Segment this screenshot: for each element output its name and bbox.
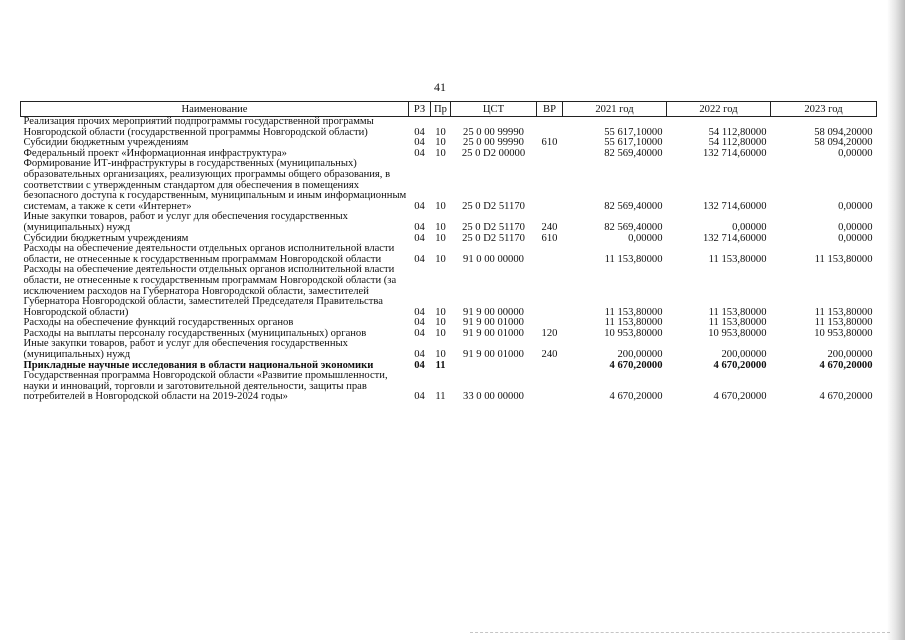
header-rz: РЗ — [409, 102, 431, 117]
row-pr: 10 — [435, 126, 446, 138]
row-2022: 11 153,80000 — [708, 306, 767, 318]
row-name: Субсидии бюджетным учреждениям — [23, 232, 189, 244]
row-pr: 10 — [435, 306, 446, 318]
row-2023: 58 094,20000 — [814, 126, 873, 138]
table-row — [21, 212, 877, 233]
row-cst: 25 0 D2 51170 — [462, 200, 525, 212]
row-rz: 04 — [414, 306, 425, 318]
row-pr: 10 — [435, 349, 446, 361]
row-2022: 10 953,80000 — [708, 328, 767, 339]
row-cst: 25 0 D2 51170 — [462, 221, 525, 233]
row-pr: 10 — [435, 328, 446, 339]
row-name: Иные закупки товаров, работ и услуг для обеспечения государственных (муниципальных) нужд — [23, 211, 348, 233]
row-vr — [537, 244, 563, 265]
row-vr — [537, 117, 563, 139]
scan-artifact-line — [470, 632, 890, 634]
row-cst: 91 0 00 00000 — [463, 253, 524, 265]
row-2021: 4 670,20000 — [609, 391, 663, 403]
row-rz: 04 — [414, 148, 425, 159]
row-2022: 54 112,80000 — [708, 126, 767, 138]
row-cst: 91 9 00 01000 — [463, 328, 524, 339]
row-2022: 200,00000 — [721, 349, 767, 361]
row-vr: 610 — [541, 233, 558, 244]
row-name: Иные закупки товаров, работ и услуг для обеспечения государственных (муниципальных) нужд — [23, 338, 348, 361]
row-2022: 132 714,60000 — [702, 233, 767, 244]
row-2023: 11 153,80000 — [814, 253, 873, 265]
table-row — [21, 244, 877, 265]
budget-table — [20, 101, 877, 403]
header-cst: ЦСТ — [451, 102, 537, 117]
row-2023: 58 094,20000 — [814, 138, 873, 149]
row-2023: 0,00000 — [838, 233, 873, 244]
row-2022: 0,00000 — [732, 221, 767, 233]
row-2022: 54 112,80000 — [708, 138, 767, 149]
row-vr — [537, 265, 563, 318]
header-2023: 2023 год — [771, 102, 877, 117]
header-pr: Пр — [431, 102, 451, 117]
row-name: Федеральный проект «Информационная инфраструктура» — [23, 147, 287, 159]
row-2023: 11 153,80000 — [814, 318, 873, 329]
row-vr — [537, 318, 563, 329]
row-2021: 82 569,40000 — [604, 200, 663, 212]
table-row — [21, 159, 877, 212]
row-2021: 11 153,80000 — [604, 306, 663, 318]
table-body — [21, 117, 877, 404]
row-2023: 200,00000 — [827, 349, 873, 361]
row-name: Расходы на обеспечение деятельности отдельных органов исполнительной власти области, не отнесенные к государственным программам Новгородской области (за исключением расходов на Губернатора Новгородской области, заместителей Губернатора Новгородской области, заместителей Председателя Правительства Новгородской области) — [23, 264, 397, 318]
row-vr: 610 — [541, 138, 558, 149]
row-rz: 04 — [414, 349, 425, 361]
row-cst: 91 9 00 01000 — [463, 349, 524, 361]
row-2023: 10 953,80000 — [814, 328, 873, 339]
row-name: Формирование ИТ-инфраструктуры в государственных (муниципальных) образовательных организациях, реализующих программы общего образования, в соответствии с утвержденным стандартом для обеспечения в помещениях безопасного доступа к государственным, муниципальным и иным информационным системам, а также к сети «Интернет» — [23, 158, 407, 212]
row-vr — [537, 159, 563, 212]
row-name: Государственная программа Новгородской области «Развитие промышленности, науки и инноваций, торговли и заготовительной деятельности, защиты прав потребителей в Новгородской области на 2019-2024 годы» — [23, 370, 388, 403]
header-name: Наименование — [21, 102, 409, 117]
row-cst: 91 9 00 01000 — [463, 318, 524, 329]
table-row — [21, 339, 877, 360]
table-row — [21, 265, 877, 318]
row-cst: 25 0 00 99990 — [463, 126, 524, 138]
row-cst: 91 9 00 00000 — [463, 306, 524, 318]
row-2021: 0,00000 — [628, 233, 663, 244]
row-2022: 132 714,60000 — [702, 148, 767, 159]
table-row — [21, 117, 877, 139]
row-pr: 10 — [435, 233, 446, 244]
table-row — [21, 371, 877, 403]
row-rz: 04 — [414, 221, 425, 233]
row-name: Прикладные научные исследования в области национальной экономики — [23, 359, 374, 371]
row-rz: 04 — [414, 138, 425, 149]
row-2022: 11 153,80000 — [708, 318, 767, 329]
row-vr — [537, 371, 563, 403]
row-vr: 240 — [541, 349, 558, 361]
row-cst: 25 0 00 99990 — [463, 138, 524, 149]
row-cst: 33 0 00 00000 — [463, 391, 524, 403]
row-2022: 4 670,20000 — [713, 391, 767, 403]
row-2023: 11 153,80000 — [814, 306, 873, 318]
row-rz: 04 — [414, 200, 425, 212]
row-2021: 200,00000 — [617, 349, 663, 361]
row-rz: 04 — [414, 360, 425, 371]
row-2023: 4 670,20000 — [819, 360, 873, 371]
row-vr: 120 — [541, 328, 558, 339]
row-rz: 04 — [414, 318, 425, 329]
page-number: 41 — [434, 80, 446, 94]
header-vr: ВР — [537, 102, 563, 117]
row-vr: 240 — [541, 221, 558, 233]
row-vr — [537, 149, 563, 160]
row-rz: 04 — [414, 328, 425, 339]
row-pr: 10 — [435, 148, 446, 159]
row-name: Расходы на выплаты персоналу государственных (муниципальных) органов — [23, 327, 367, 339]
scan-edge-shadow — [887, 0, 905, 640]
row-2022: 4 670,20000 — [713, 360, 767, 371]
row-2021: 82 569,40000 — [604, 221, 663, 233]
row-pr: 10 — [435, 318, 446, 329]
header-2021: 2021 год — [563, 102, 667, 117]
row-pr: 10 — [435, 200, 446, 212]
row-2021: 55 617,10000 — [604, 126, 663, 138]
row-2022: 11 153,80000 — [708, 253, 767, 265]
row-cst: 25 0 D2 00000 — [461, 148, 526, 159]
row-pr: 11 — [435, 360, 446, 371]
row-2021: 10 953,80000 — [604, 328, 663, 339]
row-rz: 04 — [414, 126, 425, 138]
row-rz: 04 — [414, 233, 425, 244]
row-2023: 0,00000 — [838, 148, 873, 159]
row-cst: 25 0 D2 51170 — [462, 233, 525, 244]
row-name: Субсидии бюджетным учреждениям — [23, 137, 189, 149]
row-2021: 11 153,80000 — [604, 253, 663, 265]
row-rz: 04 — [414, 253, 425, 265]
row-pr: 10 — [435, 221, 446, 233]
row-rz: 04 — [414, 391, 425, 403]
row-2023: 0,00000 — [838, 200, 873, 212]
row-2021: 11 153,80000 — [604, 318, 663, 329]
row-pr: 10 — [435, 138, 446, 149]
row-cst — [451, 361, 537, 372]
row-2021: 55 617,10000 — [604, 138, 663, 149]
row-name: Расходы на обеспечение функций государственных органов — [23, 317, 294, 329]
row-2021: 82 569,40000 — [604, 148, 663, 159]
row-2023: 0,00000 — [838, 221, 873, 233]
table-header-row — [21, 102, 877, 117]
row-pr: 10 — [435, 253, 446, 265]
row-name: Реализация прочих мероприятий подпрограммы государственной программы Новгородской области (государственной программы Новгородской области) — [23, 116, 374, 138]
header-2022: 2022 год — [667, 102, 771, 117]
row-2022: 132 714,60000 — [702, 200, 767, 212]
row-name: Расходы на обеспечение деятельности отдельных органов исполнительной власти области, не отнесенные к государственным программам Новгородской области — [23, 243, 395, 265]
row-pr: 11 — [435, 391, 446, 403]
row-vr — [537, 361, 563, 372]
row-2021: 4 670,20000 — [609, 360, 663, 371]
row-2023: 4 670,20000 — [819, 391, 873, 403]
